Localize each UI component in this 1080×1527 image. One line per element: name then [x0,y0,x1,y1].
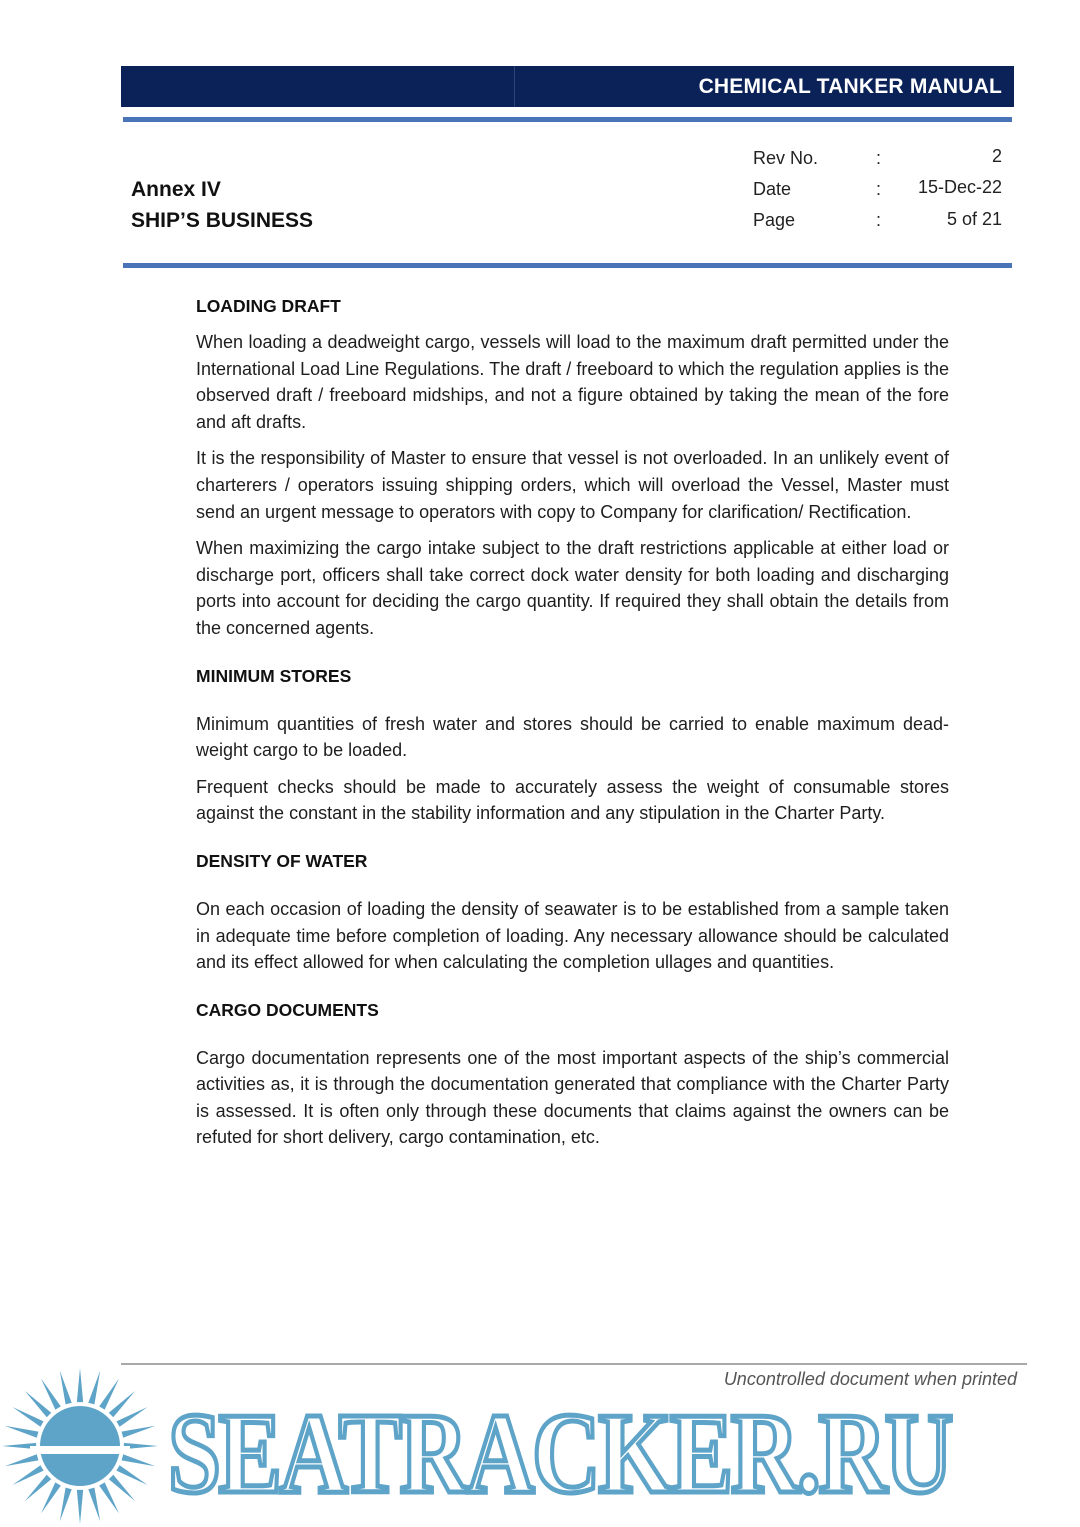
section-title-minimum-stores: MINIMUM STORES [196,665,352,686]
document-body [196,296,949,1151]
section-title-loading-draft: LOADING DRAFT [196,296,341,316]
section-name: SHIP’S BUSINESS [131,209,314,232]
meta-value-rev: 2 [991,146,1002,166]
paragraph: On each occasion of loading the density of seawater is to be established from a sample taken in adequate time before completion of loading. Any necessary allowance should be calculated and its effect allowed for when calculating the completion ullages and quantities. [196,898,949,973]
meta-colon-date: : [876,179,882,199]
footer-rule [121,1363,1027,1365]
header-rule-top [123,117,1012,122]
header-rule-bottom [123,263,1012,268]
meta-value-page: 5 of 21 [946,209,1002,229]
annex-label: Annex IV [131,178,221,201]
paragraph: It is the responsibility of Master to ensure that vessel is not overloaded. In an unlikely event of charterers / operators issuing shipping orders, which will overload the Vessel, Master must send an urgent message to operators with copy to Company for clarification/ Rectification. [196,448,949,522]
paragraph: Cargo documentation represents one of the most important aspects of the ship’s commercial activities as, it is through the documentation generated that compliance with the Charter Party is assessed. It is often only through these documents that claims against the owners can be refuted for short delivery, cargo contamination, etc. [196,1047,949,1148]
paragraph: When loading a deadweight cargo, vessels will load to the maximum draft permitted under the International Load Line Regulations. The draft / freeboard to which the regulation applies is the observed draft / freeboard midships, and not a figure obtained by taking the mean of the fore and aft drafts. [196,332,949,432]
paragraph: Frequent checks should be made to accurately assess the weight of consumable stores against the constant in the stability information and any stipulation in the Charter Party. [196,776,949,824]
header-band [121,66,1014,107]
paragraph: When maximizing the cargo intake subject to the draft restrictions applicable at either load or discharge port, officers shall take correct dock water density for both loading and discharging ports into account for deciding the cargo quantity. If required they shall obtain the details from the concerned agents. [196,538,949,638]
meta-label-page: Page [753,210,796,230]
section-title-density-of-water: DENSITY OF WATER [196,850,368,871]
section-title-cargo-documents: CARGO DOCUMENTS [196,999,379,1020]
sun-icon [0,1368,160,1524]
meta-label-date: Date [753,179,792,199]
manual-title: CHEMICAL TANKER MANUAL [698,75,1002,98]
header-divider [514,66,515,107]
meta-colon-page: : [876,210,882,230]
watermark-logo: SEATRACKER.RU [168,1390,951,1518]
meta-value-date: 15-Dec-22 [917,177,1002,197]
meta-label-rev: Rev No. [753,148,819,168]
paragraph: Minimum quantities of fresh water and stores should be carried to enable maximum dead-weight cargo to be loaded. [196,713,949,761]
uncontrolled-note: Uncontrolled document when printed [723,1369,1017,1389]
meta-colon-rev: : [876,148,882,168]
